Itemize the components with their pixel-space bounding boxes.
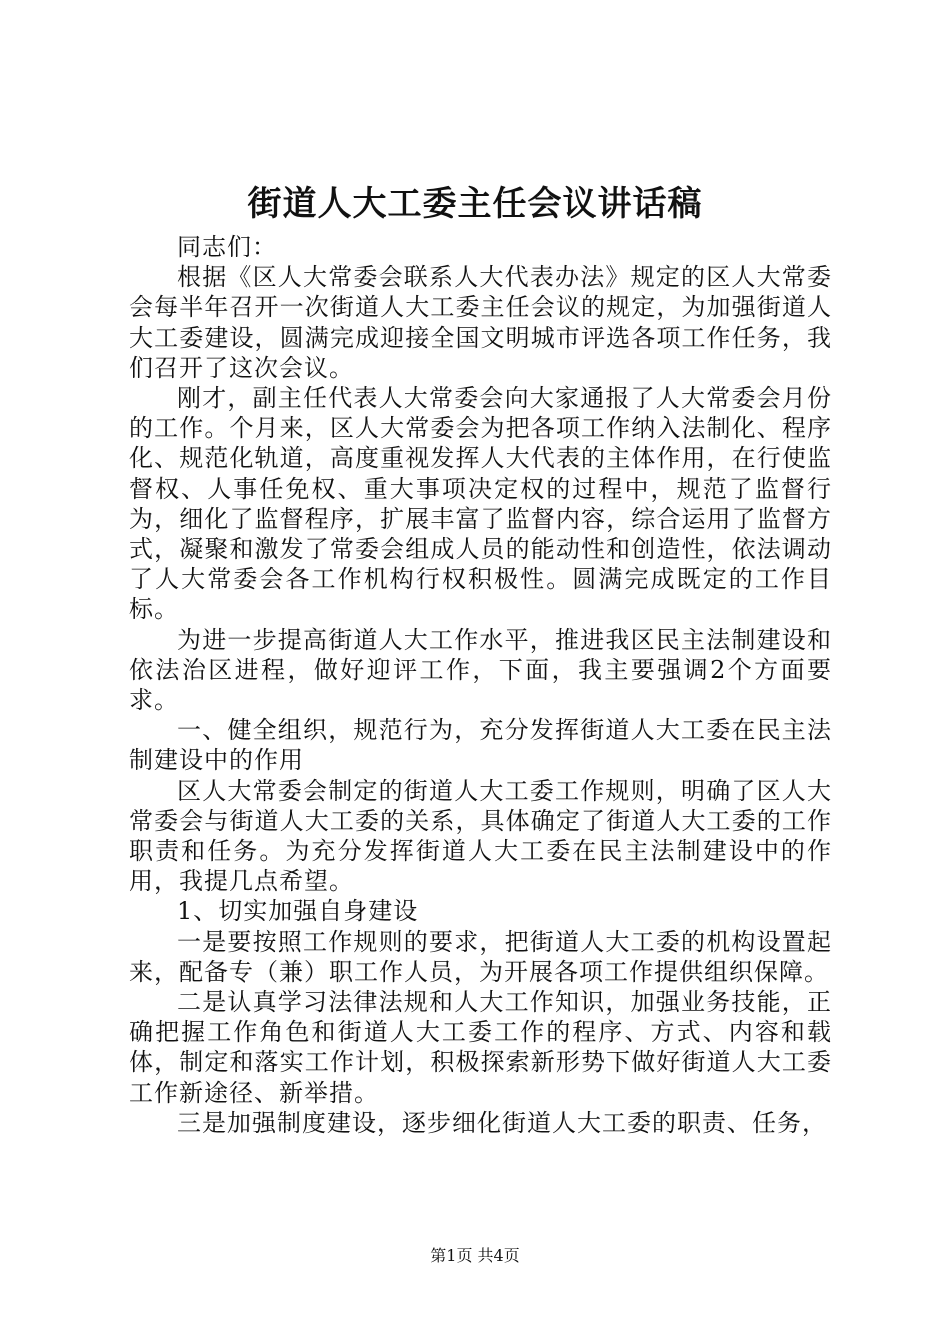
page-number-footer: 第1页 共4页	[430, 1246, 520, 1265]
paragraph: 三是加强制度建设，逐步细化街道人大工委的职责、任务，	[177, 1108, 827, 1137]
document-title: 街道人大工委主任会议讲话稿	[247, 184, 703, 224]
paragraph: 刚才，副主任代表人大常委会向大家通报了人大常委会月份的工作。个月来，区人大常委会为把各项工作纳入法制化、程序化、规范化轨道，高度重视发挥人大代表的主体作用，在行使监督权、人事任免权、重大事项决定权的过程中，规范了监督行为，细化了监督程序，扩展丰富了监督内容，综合运用了监督方式，凝聚和激发了常委会组成人员的能动性和创造性，依法调动了人大常委会各工作机构行权积极性。圆满完成既定的工作目标。	[129, 384, 832, 624]
paragraph: 一是要按照工作规则的要求，把街道人大工委的机构设置起来，配备专（兼）职工作人员，为开展各项工作提供组织保障。	[129, 927, 832, 986]
paragraph: 根据《区人大常委会联系人大代表办法》规定的区人大常委会每半年召开一次街道人大工委主任会议的规定，为加强街道人大工委建设，圆满完成迎接全国文明城市评选各项工作任务，我们召开了这次会议。	[129, 263, 832, 382]
paragraph: 二是认真学习法律法规和人大工作知识，加强业务技能，正确把握工作角色和街道人大工委工作的程序、方式、内容和载体，制定和落实工作计划，积极探索新形势下做好街道人大工委工作新途径、新举措。	[129, 988, 832, 1107]
section-heading: 一、健全组织，规范行为，充分发挥街道人大工委在民主法制建设中的作用	[129, 716, 832, 775]
paragraph-greeting: 同志们：	[177, 233, 277, 261]
document-body	[129, 232, 832, 1138]
paragraph: 为进一步提高街道人大工作水平，推进我区民主法制建设和依法治区进程，做好迎评工作，下面，我主要强调2个方面要求。	[129, 625, 832, 715]
paragraph: 区人大常委会制定的街道人大工委工作规则，明确了区人大常委会与街道人大工委的关系，具体确定了街道人大工委的工作职责和任务。为充分发挥街道人大工委在民主法制建设中的作用，我提几点希望。	[129, 776, 832, 896]
subsection-heading: 1、切实加强自身建设	[177, 897, 419, 926]
